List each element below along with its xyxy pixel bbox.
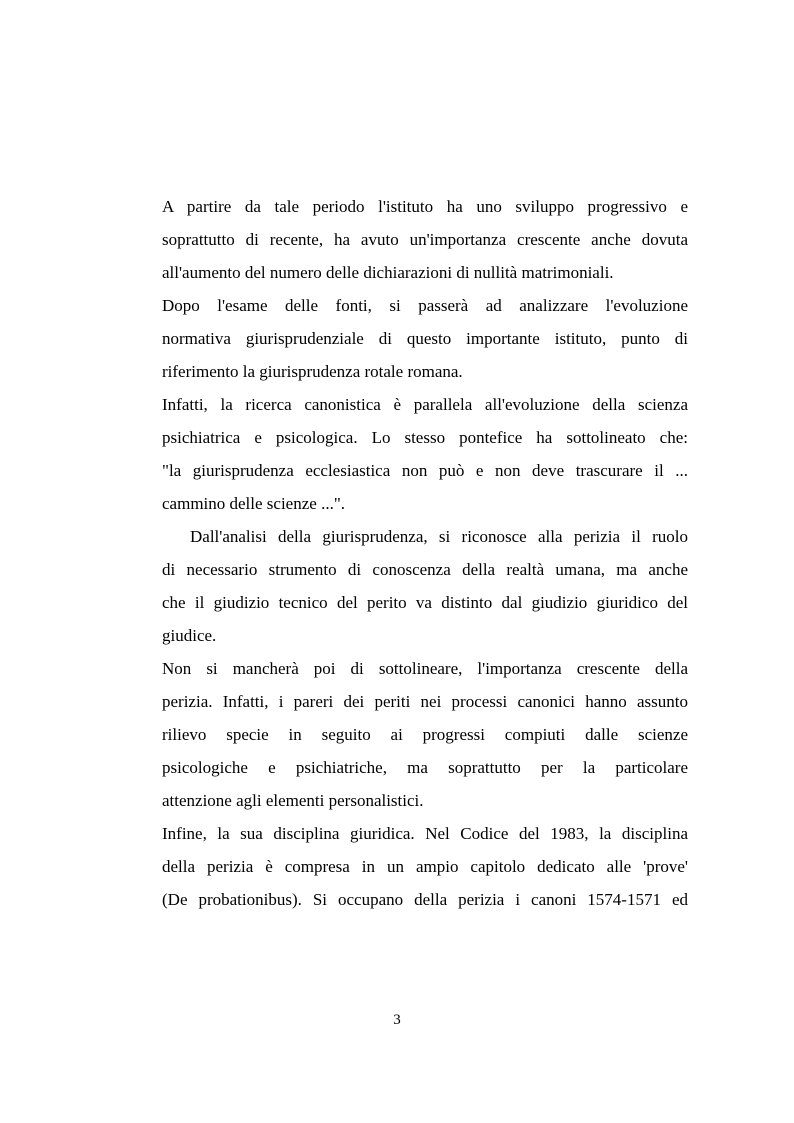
text-line: Dall'analisi della giurisprudenza, si riconosce alla perizia il ruolo: [190, 527, 688, 546]
text-line: Non si mancherà poi di sottolineare, l'importanza crescente della: [162, 659, 688, 678]
text-line: Infine, la sua disciplina giuridica. Nel Codice del 1983, la disciplina: [162, 824, 688, 843]
text-line: soprattutto di recente, ha avuto un'importanza crescente anche dovuta: [162, 230, 688, 249]
text-line: psicologiche e psichiatriche, ma soprattutto per la particolare: [162, 758, 688, 777]
paragraph: [162, 520, 688, 652]
text-line: (De probationibus). Si occupano della perizia i canoni 1574-1571 ed: [162, 890, 688, 909]
text-line: all'aumento del numero delle dichiarazioni di nullità matrimoniali.: [162, 263, 614, 282]
paragraph: [162, 190, 688, 289]
paragraph: [162, 817, 688, 916]
text-line: che il giudizio tecnico del perito va distinto dal giudizio giuridico del: [162, 593, 688, 612]
text-line: rilievo specie in seguito ai progressi compiuti dalle scienze: [162, 725, 688, 744]
text-line: A partire da tale periodo l'istituto ha uno sviluppo progressivo e: [162, 197, 688, 216]
text-line: "la giurisprudenza ecclesiastica non può e non deve trascurare il ...: [162, 461, 688, 480]
text-line: giudice.: [162, 626, 217, 645]
text-line: di necessario strumento di conoscenza della realtà umana, ma anche: [162, 560, 688, 579]
text-line: cammino delle scienze ...".: [162, 494, 346, 513]
text-line: attenzione agli elementi personalistici.: [162, 791, 424, 810]
body-text: [162, 190, 688, 916]
text-line: normativa giurisprudenziale di questo importante istituto, punto di: [162, 329, 688, 348]
text-line: della perizia è compresa in un ampio capitolo dedicato alle 'prove': [162, 857, 688, 876]
paragraph: [162, 652, 688, 817]
text-line: perizia. Infatti, i pareri dei periti nei processi canonici hanno assunto: [162, 692, 688, 711]
paragraph: [162, 289, 688, 388]
text-line: Dopo l'esame delle fonti, si passerà ad analizzare l'evoluzione: [162, 296, 688, 315]
page-number: 3: [393, 1012, 401, 1028]
text-line: Infatti, la ricerca canonistica è parallela all'evoluzione della scienza: [162, 395, 688, 414]
text-line: psichiatrica e psicologica. Lo stesso pontefice ha sottolineato che:: [162, 428, 688, 447]
text-line: riferimento la giurisprudenza rotale romana.: [162, 362, 463, 381]
paragraph: [162, 388, 688, 520]
